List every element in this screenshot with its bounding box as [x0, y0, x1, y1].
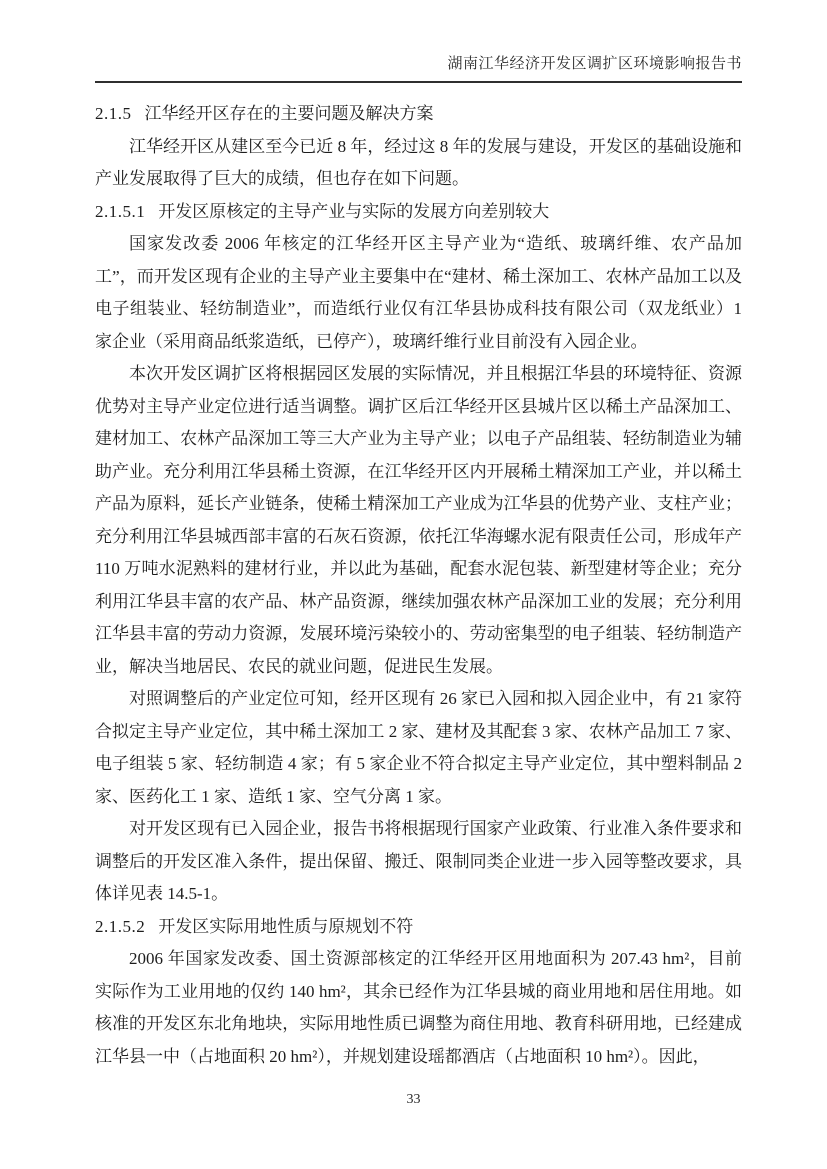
section-heading	[95, 196, 742, 229]
body-paragraph: 2006 年国家发改委、国土资源部核定的江华经开区用地面积为 207.43 hm²，目前实际作为工业用地的仅约 140 hm²，其余已经作为江华县城的商业用地和居住用地。如核准的开发区东北角地块，实际用地性质已调整为商住用地、教育科研用地，已经建成江华县一中（占地面积 20 hm²），并规划建设瑶都酒店（占地面积 10 hm²）。因此，	[95, 949, 742, 1066]
body-paragraph: 本次开发区调扩区将根据园区发展的实际情况，并且根据江华县的环境特征、资源优势对主导产业定位进行适当调整。调扩区后江华经开区县城片区以稀土产品深加工、建材加工、农林产品深加工等三大产业为主导产业；以电子产品组装、轻纺制造业为辅助产业。充分利用江华县稀土资源，在江华经开区内开展稀土精深加工产业，并以稀土产品为原料，延长产业链条，使稀土精深加工产业成为江华县的优势产业、支柱产业；充分利用江华县城西部丰富的石灰石资源，依托江华海螺水泥有限责任公司，形成年产 110 万吨水泥熟料的建材行业，并以此为基础，配套水泥包装、新型建材等企业；充分利用江华县丰富的农产品、林产品资源，继续加强农林产品深加工业的发展；充分利用江华县丰富的劳动力资源，发展环境污染较小的、劳动密集型的电子组装、轻纺制造产业，解决当地居民、农民的就业问题，促进民生发展。	[95, 364, 742, 676]
section-heading	[95, 911, 742, 944]
section-number: 2.1.5.1	[95, 201, 146, 221]
body-paragraph: 江华经开区从建区至今已近 8 年，经过这 8 年的发展与建设，开发区的基础设施和产业发展取得了巨大的成绩，但也存在如下问题。	[95, 136, 742, 188]
section-title: 开发区原核定的主导产业与实际的发展方向差别较大	[158, 201, 550, 221]
section-title: 开发区实际用地性质与原规划不符	[158, 916, 414, 936]
page-footer	[0, 1092, 827, 1108]
section-heading	[95, 98, 742, 131]
page-number: 33	[406, 1092, 421, 1107]
document-body	[95, 98, 742, 1073]
section-title: 江华经开区存在的主要问题及解决方案	[144, 104, 434, 123]
header-title: 湖南江华经济开发区调扩区环境影响报告书	[447, 56, 742, 72]
page-header	[95, 52, 742, 83]
body-paragraph: 对开发区现有已入园企业，报告书将根据现行国家产业政策、行业准入条件要求和调整后的开发区准入条件，提出保留、搬迁、限制同类企业进一步入园等整改要求，具体详见表 14.5-1。	[95, 819, 742, 903]
section-number: 2.1.5.2	[95, 916, 146, 936]
body-paragraph: 国家发改委 2006 年核定的江华经开区主导产业为“造纸、玻璃纤维、农产品加工”，而开发区现有企业的主导产业主要集中在“建材、稀土深加工、农林产品加工以及电子组装业、轻纺制造业”，而造纸行业仅有江华县协成科技有限公司（双龙纸业）1 家企业（采用商品纸浆造纸，已停产），玻璃纤维行业目前没有入园企业。	[95, 234, 742, 351]
section-number: 2.1.5	[95, 104, 132, 123]
body-paragraph: 对照调整后的产业定位可知，经开区现有 26 家已入园和拟入园企业中，有 21 家符合拟定主导产业定位，其中稀土深加工 2 家、建材及其配套 3 家、农林产品加工 7 家、电子组装 5 家、轻纺制造 4 家；有 5 家企业不符合拟定主导产业定位，其中塑料制品 2 家、医药化工 1 家、造纸 1 家、空气分离 1 家。	[95, 689, 742, 806]
